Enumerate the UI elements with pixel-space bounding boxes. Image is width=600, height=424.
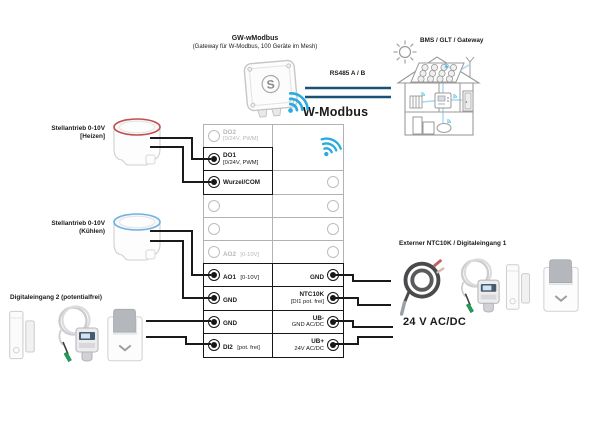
terminal-wurzel-com: Wurzel/COM [204, 171, 273, 194]
terminal-ao1: AO1 [0-10V] [204, 264, 273, 287]
terminal-unused [273, 171, 343, 194]
terminal-ub-minus: UB- GND AC/DC [273, 311, 343, 334]
terminal-pin [208, 246, 220, 258]
door-contact-icon [5, 305, 39, 365]
terminal-pin [208, 223, 220, 235]
terminal-pin [208, 269, 220, 281]
terminal-pin [327, 223, 339, 235]
actuator-cooling-label: Stellantrieb 0-10V (Kühlen) [51, 220, 105, 236]
keycard-switch-icon [105, 306, 145, 364]
terminal-do1: DO1 [0/24V, PWM] [204, 148, 273, 171]
gateway-title: GW-wModbus [231, 35, 279, 42]
actuator-heating-label: Stellantrieb 0-10V [Heizen] [51, 125, 105, 141]
wmodbus-label: W-Modbus [303, 105, 369, 119]
terminal-pin [327, 246, 339, 258]
terminal-pin [208, 316, 220, 328]
power-label: 24 V AC/DC [403, 316, 467, 328]
terminal-wifi-cell [273, 125, 343, 171]
antenna-icon [466, 57, 474, 78]
house-illustration [396, 52, 488, 152]
terminal-ub-plus: UB+ 24V AC/DC [273, 334, 343, 357]
terminal-ntc10k: NTC10K [DI1 pot. frei] [273, 287, 343, 310]
condensation-sensor-icon [45, 302, 103, 364]
terminal-block [203, 124, 344, 358]
cable-gland [258, 109, 268, 117]
rs485-lines [305, 88, 391, 97]
terminal-unused [273, 195, 343, 218]
terminal-gnd-left-2: GND [204, 311, 273, 334]
keycard-switch-icon [541, 257, 581, 314]
actuator-cooling [108, 211, 166, 263]
door-icon [463, 91, 473, 111]
terminal-unused [273, 241, 343, 264]
terminal-unused [204, 218, 273, 241]
terminal-pin [327, 339, 339, 351]
gateway-logo: S [266, 77, 276, 92]
wifi-icon-terminal [313, 132, 346, 163]
terminal-pin [327, 316, 339, 328]
actuator-heating [108, 116, 166, 168]
bms-label: BMS / GLT / Gateway [420, 37, 484, 44]
terminal-pin [327, 176, 339, 188]
terminal-unused [273, 218, 343, 241]
terminal-pin [208, 292, 220, 304]
door-contact-icon [502, 259, 534, 315]
terminal-pin [208, 200, 220, 212]
solar-panel [411, 63, 464, 82]
terminal-di2: DI2 [pot. frei] [204, 334, 273, 357]
digital-input-2-label: Digitaleingang 2 (potentialfrei) [10, 294, 102, 301]
external-input-1-label: Externer NTC10K / Digitaleingang 1 [399, 240, 507, 247]
terminal-pin [208, 176, 220, 188]
terminal-pin [208, 130, 220, 142]
terminal-unused [204, 195, 273, 218]
cable-gland [272, 108, 282, 116]
gateway-heading [150, 35, 360, 51]
rs485-label: RS485 A / B [329, 70, 366, 77]
terminal-gnd-right: GND [273, 264, 343, 287]
terminal-ao2: AO2 [0-10V] [204, 241, 273, 264]
gateway-subtitle: (Gateway für W-Modbus, 100 Geräte im Mesh) [192, 43, 318, 50]
terminal-pin [327, 269, 339, 281]
temperature-probe-icon [396, 253, 446, 317]
thermostat-icon [435, 93, 451, 108]
terminal-pin [208, 153, 220, 165]
terminal-do2: DO2 [0/24V, PWM] [204, 125, 273, 148]
terminal-pin [327, 200, 339, 212]
terminal-pin [327, 292, 339, 304]
terminal-gnd-left-1: GND [204, 287, 273, 310]
terminal-pin [208, 339, 220, 351]
condensation-sensor-icon [449, 254, 503, 316]
